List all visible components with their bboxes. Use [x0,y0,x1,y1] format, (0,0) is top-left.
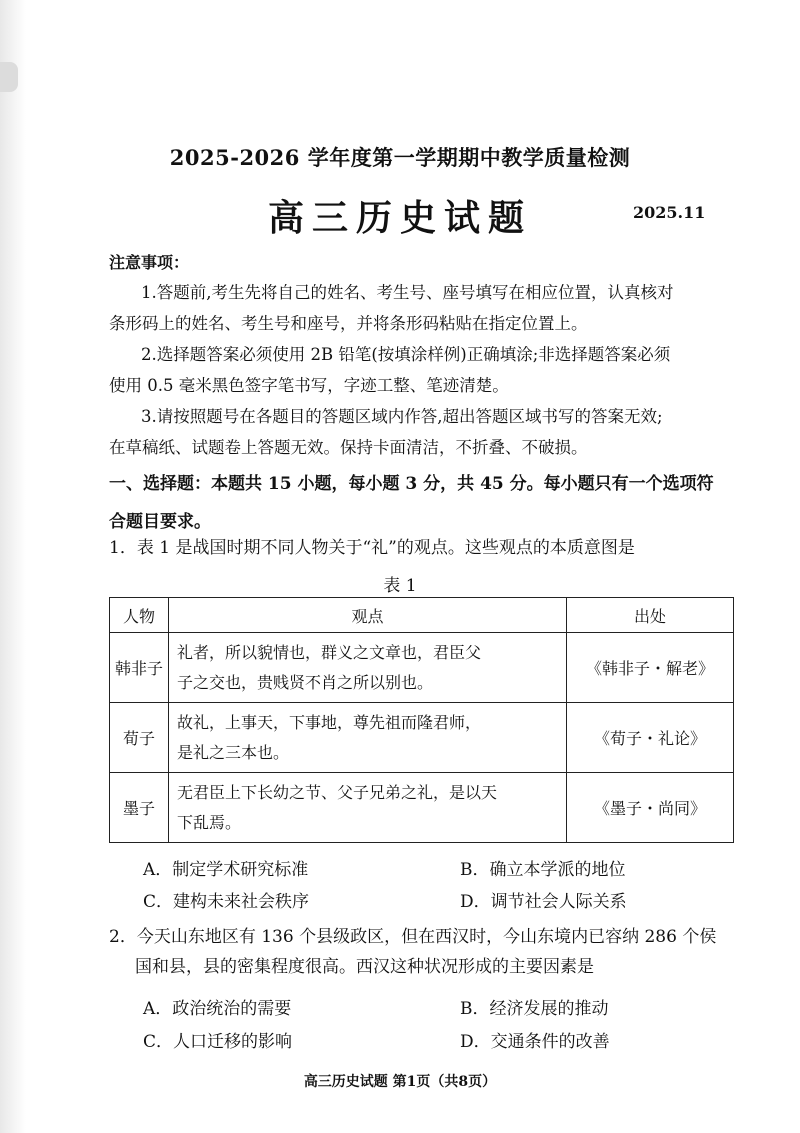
q2-option-c: C．人口迁移的影响 [143,1032,293,1052]
row-view-line-1: 故礼，上事天，下事地，尊先祖而隆君师， [177,712,482,732]
notes-item-2-line-2: 使用 0.5 毫米黑色签字笔书写，字迹工整、笔迹清楚。 [109,376,509,395]
row-view-line-2: 是礼之三本也。 [177,742,290,762]
q2-option-d: D．交通条件的改善 [460,1032,610,1052]
scan-binding-mark [0,62,18,92]
notes-item-3-line-1: 3.请按照题号在各题目的答题区域内作答,超出答题区域书写的答案无效; [141,407,663,426]
table-row [110,633,734,703]
notes-item-2 [109,339,729,401]
exam-title: 高三历史试题 [267,197,532,239]
row-view [169,703,567,773]
q1-option-b: B．确立本学派的地位 [460,860,626,880]
row-view [169,773,567,843]
header-person: 人物 [110,598,169,633]
header-source: 出处 [567,598,734,633]
notes-item-3 [109,401,729,463]
q2-option-a: A．政治统治的需要 [143,999,292,1019]
notes-heading: 注意事项： [109,253,190,272]
section-line-1: 一、选择题：本题共 15 小题，每小题 3 分，共 45 分。每小题只有一个选项符 [109,474,714,494]
q2-stem-line-1: 2．今天山东地区有 136 个县级政区，但在西汉时，今山东境内已容纳 286 个侯 [109,927,717,947]
row-source: 《墨子・尚同》 [567,773,734,843]
notes-item-1 [109,277,729,339]
table-caption: 表 1 [383,576,417,596]
notes-item-1-line-2: 条形码上的姓名、考生号和座号，并将条形码粘贴在指定位置上。 [109,314,588,333]
section-line-2: 合题目要求。 [109,512,211,532]
q1-option-d: D．调节社会人际关系 [460,892,627,912]
page-footer: 高三历史试题 第1页（共8页） [303,1074,497,1090]
q1-option-c: C．建构未来社会秩序 [143,892,310,912]
row-view-line-2: 子之交也，贵贱贤不肖之所以别也。 [177,672,434,692]
row-person: 墨子 [110,773,169,843]
row-view [169,633,567,703]
table-row [110,773,734,843]
q2-option-b: B．经济发展的推动 [460,999,609,1019]
table-header-row [110,598,734,633]
row-view-line-1: 无君臣上下长幼之节、父子兄弟之礼，是以天 [177,782,498,802]
section-instructions [109,465,729,541]
notes-item-3-line-2: 在草稿纸、试题卷上答题无效。保持卡面清洁，不折叠、不破损。 [109,438,588,457]
q1-option-a: A．制定学术研究标准 [143,860,309,880]
header-view: 观点 [169,598,567,633]
exam-subtitle: 2025-2026 学年度第一学期期中教学质量检测 [169,145,631,170]
notes-item-2-line-1: 2.选择题答案必须使用 2B 铅笔(按填涂样例)正确填涂;非选择题答案必须 [141,345,671,364]
question-2-stem [109,922,749,982]
row-source: 《韩非子・解老》 [567,633,734,703]
row-view-line-1: 礼者，所以貌情也，群义之文章也，君臣父 [177,642,482,662]
q2-stem-line-2: 国和县，县的密集程度很高。西汉这种状况形成的主要因素是 [135,957,594,977]
table-row [110,703,734,773]
row-view-line-2: 下乱焉。 [177,812,242,832]
row-person: 荀子 [110,703,169,773]
row-person: 韩非子 [110,633,169,703]
row-source: 《荀子・礼论》 [567,703,734,773]
notes-item-1-line-1: 1.答题前,考生先将自己的姓名、考生号、座号填写在相应位置，认真核对 [141,283,674,302]
viewpoints-table [109,597,734,843]
exam-date: 2025.11 [633,203,706,222]
question-1-stem: 1．表 1 是战国时期不同人物关于“礼”的观点。这些观点的本质意图是 [109,538,635,558]
